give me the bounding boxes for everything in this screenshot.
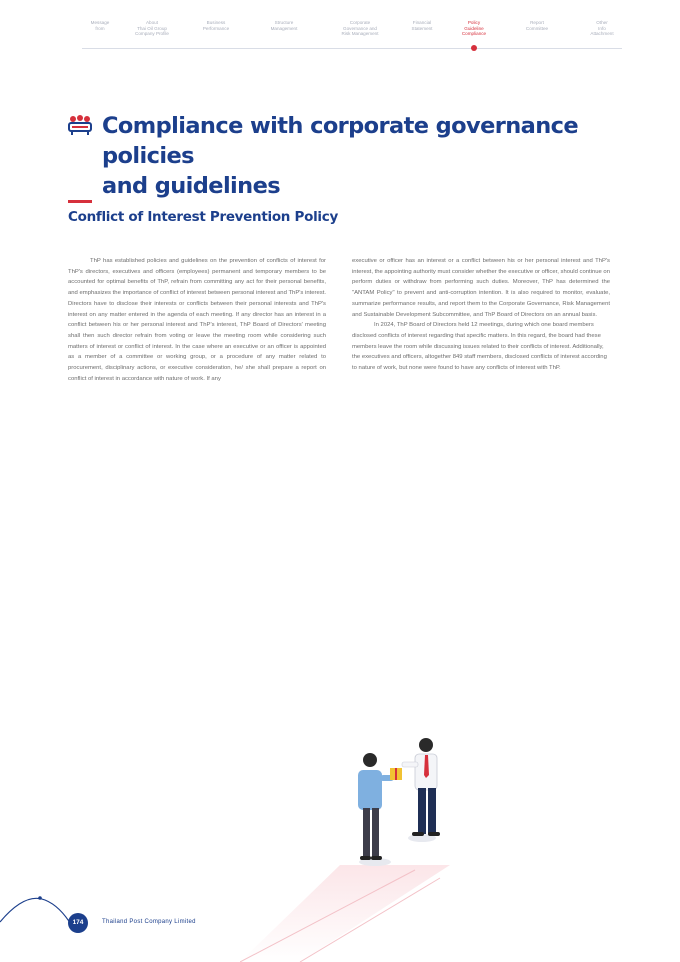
body-paragraph: executive or officer has an interest or a conflict between his or her personal interest and ThP's interest, the appointing authority must consider whether the executive or officer, should continue on perform duties or withdraw from performing such duties. Moreover, ThP has determined the "ANTAM Policy" to prevent and anti-corruption intention. It is also required to monitor, evaluate, summarize performance results, and report them to the Corporate Governance, Risk Management and Sustainable Development Subcommittee, and ThP Board of Directors on an annual basis. (352, 258, 610, 318)
nav-item-other-info[interactable]: Other Info Attachment (590, 20, 614, 36)
nav-item-report-committee[interactable]: Report Committee (525, 20, 549, 31)
nav-item-policy-guideline[interactable]: Policy Guideline Compliance (454, 20, 494, 37)
nav-item-corporate-governance[interactable]: Corporate Governance and Risk Management (341, 20, 379, 36)
nav-item-message[interactable]: Message from (90, 20, 110, 31)
section-accent-bar (68, 200, 92, 203)
nav-item-about[interactable]: About Thai Oil Group Company Profile (135, 20, 169, 36)
footer-company-name: Thailand Post Company Limited (102, 919, 196, 925)
nav-divider (82, 48, 622, 49)
nav-item-financial-statement[interactable]: Financial Statement (411, 20, 433, 31)
body-paragraph: ThP has established policies and guidelines on the prevention of conflicts of interest for ThP's directors, executives and officers (employees) permanent and temporary members to be accounted for optimal benefits of ThP, refrain from committing any act for their personal benefits, and emphasizes the importance of conflict of interest between personal interest and ThP's interest. Directors have to disclose their interests or conflicts between their personal interests and ThP's interest on any matter entered in the agenda of each meeting. If any director has an interest in a conflict between his or her personal interest and ThP's interest, ThP Board of Directors' meeting shall then such director refrain from voting or leave the meeting room while considering such matters of interest or conflict of interest. In the case where an executive or an officer is appointed as a member of a committee or working group, or a procedure of any matter related to procurement, disciplinary actions, or executive consideration, he/ she shall prepare a report on conflict of interest in accordance with nature of work. If any (68, 258, 326, 382)
body-paragraph: In 2024, ThP Board of Directors held 12 meetings, during which one board members disclosed conflicts of interest regarding that specific matters. In this regard, the board had these members leave the room while discussing issues related to their conflicts of interest. Additionally, the executives and officers, altogether 849 staff members, disclosed conflicts of interest according to nature of work, but none were found to have any conflicts of interest with ThP. (352, 322, 607, 372)
section-title: Conflict of Interest Prevention Policy (68, 209, 338, 225)
meeting-table-icon (67, 114, 93, 136)
nav-item-structure-management[interactable]: Structure Management (270, 20, 298, 31)
body-column-right (352, 256, 610, 374)
top-navigation (82, 20, 622, 52)
page-title (102, 111, 622, 201)
nav-active-marker (471, 45, 477, 51)
handshake-illustration (240, 720, 500, 962)
page-title-line-2: and guidelines (102, 173, 281, 199)
nav-item-business-performance[interactable]: Business Performance (202, 20, 230, 31)
page-number-badge: 174 (68, 913, 88, 933)
body-column-left (68, 256, 326, 384)
page-title-line-1: Compliance with corporate governance policies (102, 113, 579, 169)
